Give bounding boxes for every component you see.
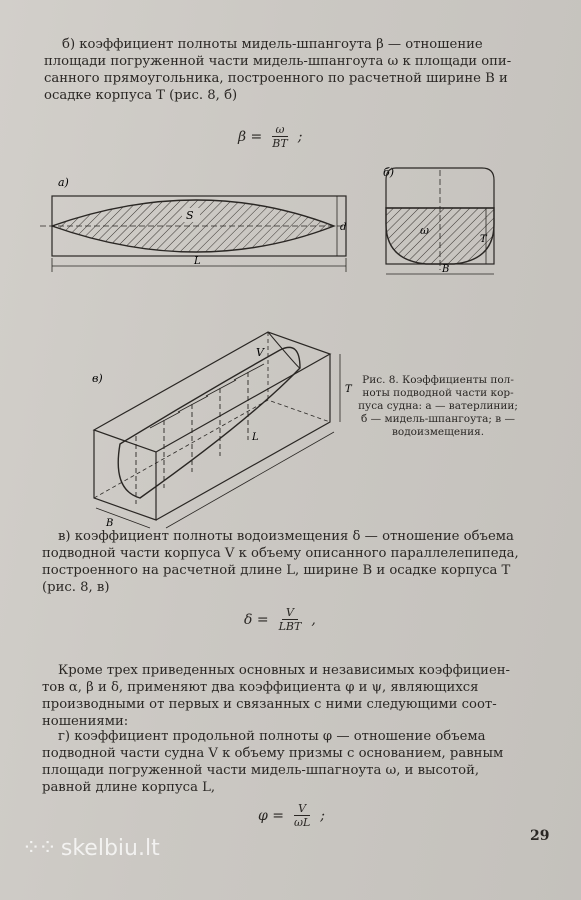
formula-tail: ,	[311, 611, 316, 628]
text-line: равной длине корпуса L,	[42, 780, 216, 795]
caption-line: пуса судна: a — ватерлинии;	[358, 400, 518, 412]
symbol-B-section: B	[442, 264, 450, 275]
waterline-diagram	[40, 196, 346, 272]
text-line: построенного на расчетной длине L, ширине B и осадке корпуса T	[42, 563, 511, 578]
watermark-dots-icon: ⁘⁘	[22, 836, 55, 861]
paragraph-prismatic-coefficient	[42, 728, 532, 796]
formula-beta	[238, 123, 302, 150]
text-line: г) коэффициент продольной полноты φ — отношение объема	[58, 729, 486, 744]
denominator: ωL	[293, 816, 311, 829]
page-number: 29	[530, 828, 550, 844]
figure-caption	[340, 374, 536, 439]
figure-label-a: a)	[58, 176, 69, 189]
text-line: осадке корпуса T (рис. 8, б)	[44, 88, 238, 103]
formula-lhs: φ =	[258, 807, 284, 824]
text-line: площади погруженной части мидель-шпагноута ω, и высотой,	[42, 763, 480, 778]
fraction	[290, 802, 314, 829]
symbol-T-block: T	[345, 384, 352, 395]
denominator: BT	[272, 137, 288, 150]
text-line: ношениями:	[42, 714, 129, 729]
denominator: LBT	[278, 620, 302, 633]
text-line: подводной части судна V к объему призмы с основанием, равным	[42, 746, 504, 761]
text-line: площади погруженной части мидель-шпангоута ω к площади опи-	[44, 54, 512, 69]
paragraph-midship-coefficient	[44, 36, 524, 104]
formula-delta	[244, 606, 316, 633]
symbol-L-block: L	[252, 432, 259, 443]
symbol-B-block: B	[106, 518, 114, 529]
paragraph-derived-coefficients	[42, 662, 532, 730]
watermark-text: skelbiu.lt	[60, 836, 160, 861]
fraction	[268, 123, 291, 150]
numerator: V	[294, 802, 310, 816]
fraction	[275, 606, 306, 633]
symbol-V: V	[256, 346, 264, 359]
watermark	[22, 836, 160, 861]
symbol-d: d	[340, 222, 347, 233]
caption-line: водоизмещения.	[391, 426, 485, 438]
formula-phi	[258, 802, 325, 829]
formula-tail: ;	[297, 128, 303, 145]
symbol-omega: ω	[420, 224, 429, 237]
text-line: санного прямоугольника, построенного по расчетной ширине B и	[44, 71, 508, 86]
caption-line: ноты подводной части кор-	[362, 387, 514, 399]
text-line: производными от первых и связанных с ними следующими соот-	[42, 697, 497, 712]
figure-8	[0, 160, 581, 540]
formula-lhs: δ =	[244, 611, 269, 628]
text-line: (рис. 8, в)	[42, 580, 110, 595]
formula-lhs: β =	[238, 128, 263, 145]
text-line: б) коэффициент полноты мидель-шпангоута β — отношение	[62, 37, 483, 52]
text-line: тов α, β и δ, применяют два коэффициента φ и ψ, являющихся	[42, 680, 479, 695]
text-line: в) коэффициент полноты водоизмещения δ — отношение объема	[58, 529, 514, 544]
numerator: ω	[272, 123, 289, 137]
symbol-S: S	[186, 209, 194, 222]
symbol-L: L	[194, 256, 201, 267]
caption-line: б — мидель-шпангоута; в —	[361, 413, 515, 425]
numerator: V	[282, 606, 298, 620]
figure-label-v: в)	[92, 372, 103, 385]
caption-line: Рис. 8. Коэффициенты пол-	[362, 374, 514, 386]
midship-section-diagram	[386, 168, 494, 275]
paragraph-displacement-coefficient	[42, 528, 532, 596]
text-line: подводной части корпуса V к объему описанного параллелепипеда,	[42, 546, 519, 561]
formula-tail: ;	[320, 807, 325, 824]
text-line: Кроме трех приведенных основных и независимых коэффициен-	[58, 663, 511, 678]
displacement-block-diagram	[94, 332, 340, 528]
figure-label-b: б)	[383, 166, 395, 179]
symbol-T-section: T	[480, 234, 487, 245]
